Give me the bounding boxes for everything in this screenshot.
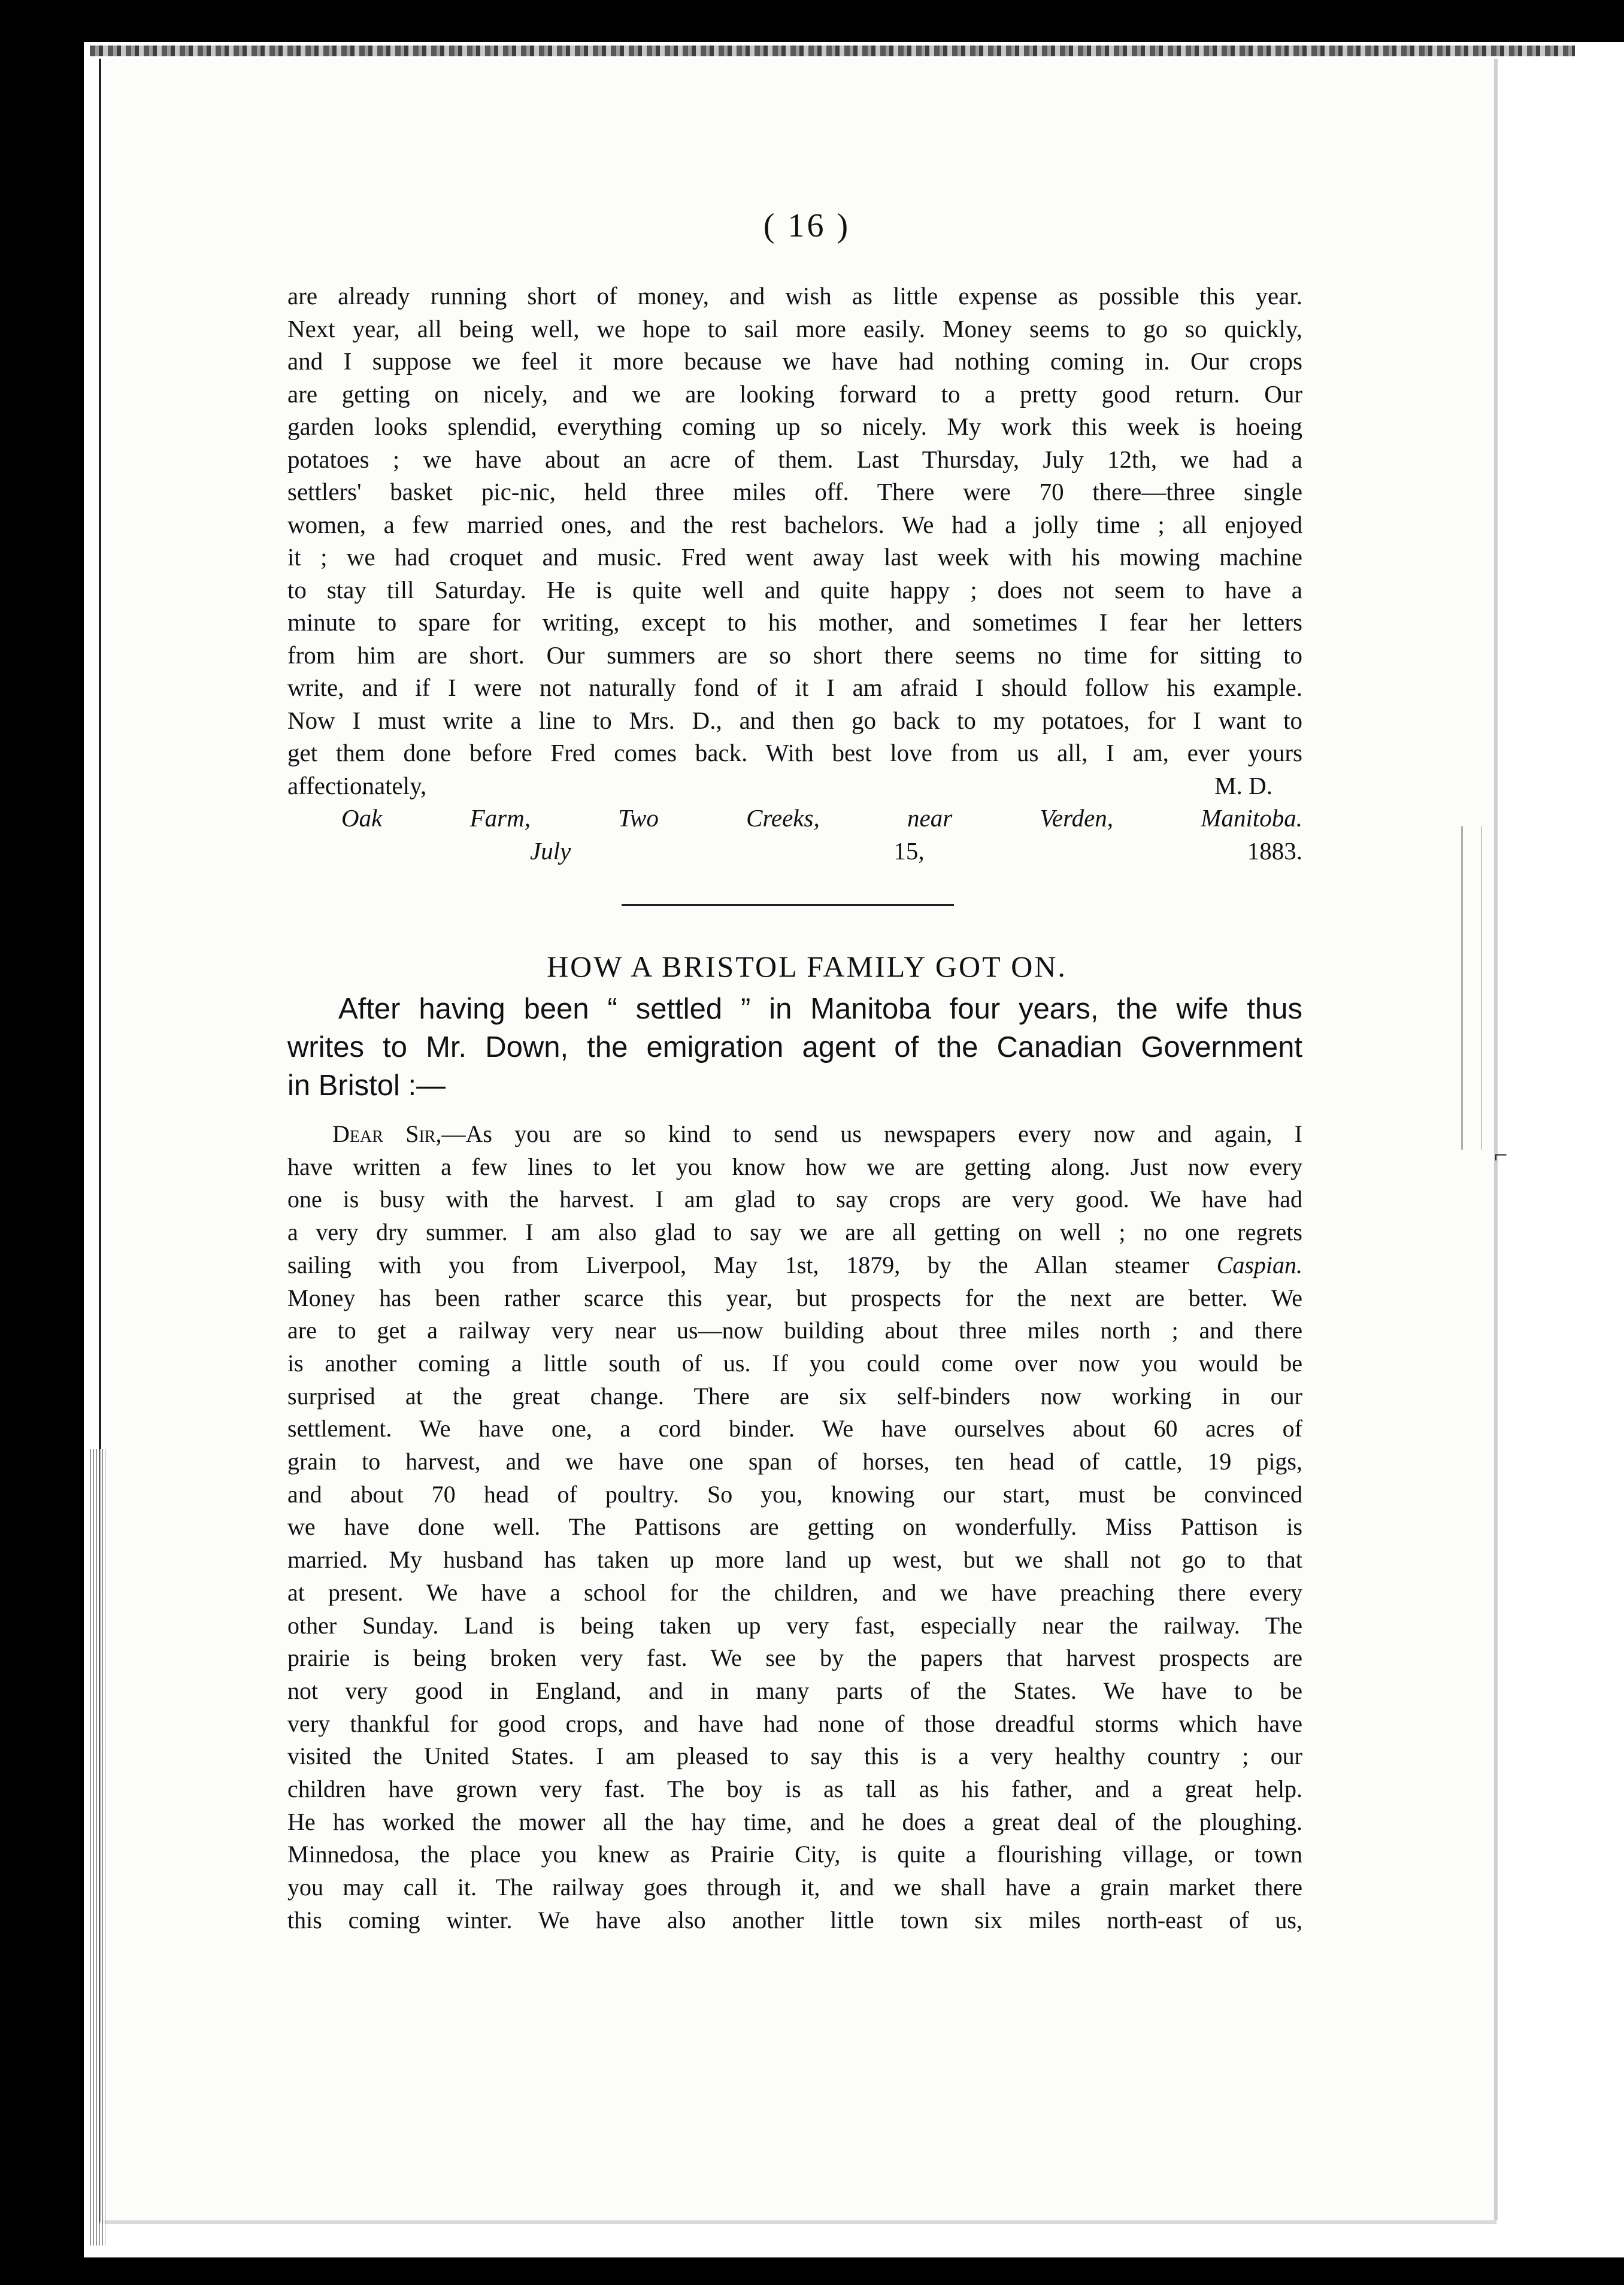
section-intro — [287, 990, 1302, 1105]
letter-one-line: get them done before Fred comes back. With best love from us all, I am, ever yours — [287, 739, 1302, 766]
letter-two-line: we have done well. The Pattisons are getting on wonderfully. Miss Pattison is — [287, 1513, 1302, 1541]
section-intro-line: writes to Mr. Down, the emigration agent of the Canadian Government — [287, 1031, 1302, 1063]
letter-two-line: settlement. We have one, a cord binder. We have ourselves about 60 acres of — [287, 1415, 1302, 1442]
section-intro-line: in Bristol :— — [287, 1069, 446, 1102]
letter-one-line: minute to spare for writing, except to his mother, and sometimes I fear her letters — [287, 608, 1302, 636]
letter-one — [287, 280, 1302, 867]
letter-one-line: potatoes ; we have about an acre of them. Last Thursday, July 12th, we had a — [287, 445, 1302, 473]
letter-one-line: to stay till Saturday. He is quite well and quite happy ; does not seem to have a — [287, 575, 1302, 604]
letter-one-line: it ; we had croquet and music. Fred went away last week with his mowing machine — [287, 543, 1302, 571]
letter-two-line: is another coming a little south of us. If you could come over now you would be — [287, 1349, 1302, 1377]
letter-one-line: are already running short of money, and wish as little expense as possible this year. — [287, 282, 1302, 310]
letter-two-first-line-text: —As you are so kind to send us newspapers every now and again, I — [441, 1120, 1302, 1147]
letter-one-line: Now I must write a line to Mrs. D., and then go back to my potatoes, for I want to — [287, 706, 1302, 734]
section-divider — [622, 904, 954, 906]
letter-one-line: Next year, all being well, we hope to sail more easily. Money seems to go so quickly, — [287, 314, 1302, 343]
letter-two-steamer-line — [287, 1249, 1302, 1282]
letter-two-line: prairie is being broken very fast. We see by the papers that harvest prospects are — [287, 1644, 1302, 1672]
letter-two-line: you may call it. The railway goes through it, and we shall have a grain market there — [287, 1874, 1302, 1901]
page-content — [287, 207, 1302, 1937]
letter-two-line: at present. We have a school for the children, and we have preaching there every — [287, 1578, 1302, 1606]
letter-two — [287, 1118, 1302, 1937]
letter-one-line: are getting on nicely, and we are looking forward to a pretty good return. Our — [287, 380, 1302, 408]
letter-two-line: children have grown very fast. The boy is as tall as his father, and a great help. — [287, 1775, 1302, 1803]
letter-two-line: not very good in England, and in many parts of the States. We have to be — [287, 1677, 1302, 1704]
letter-one-date-month: July — [530, 837, 571, 865]
letter-two-line: Minnedosa, the place you knew as Prairie City, is quite a flourishing village, or town — [287, 1841, 1302, 1868]
page-number: ( 16 ) — [763, 207, 851, 244]
letter-two-line: other Sunday. Land is being taken up very fast, especially near the railway. The — [287, 1611, 1302, 1639]
letter-two-line: have written a few lines to let you know how we are getting along. Just now every — [287, 1153, 1302, 1180]
letter-two-line: this coming winter. We have also another little town six miles north-east of us, — [287, 1906, 1302, 1934]
letter-one-date — [287, 835, 1302, 868]
facing-page — [1498, 59, 1624, 2220]
section-intro-line: After having been “ settled ” in Manitoba four years, the wife thus — [338, 993, 1302, 1025]
letter-one-closing-line — [287, 769, 1302, 802]
letter-two-steamer-name: Caspian. — [1216, 1251, 1303, 1278]
page-top-edge — [90, 46, 1575, 56]
letter-two-line: a very dry summer. I am also glad to say we are all getting on well ; no one regrets — [287, 1219, 1302, 1246]
letter-one-date-rest: 15, 1883. — [893, 837, 1303, 865]
letter-two-line: grain to harvest, and we have one span of horses, ten head of cattle, 19 pigs, — [287, 1448, 1302, 1475]
letter-two-line: Money has been rather scarce this year, but prospects for the next are better. We — [287, 1284, 1302, 1311]
letter-one-address: Oak Farm, Two Creeks, near Verden, Manitoba. — [341, 804, 1302, 832]
letter-two-line: visited the United States. I am pleased to say this is a very healthy country ; our — [287, 1742, 1302, 1770]
letter-one-closing: affectionately, — [287, 771, 427, 799]
letter-two-first-line — [287, 1118, 1302, 1151]
letter-one-line: garden looks splendid, everything coming up so nicely. My work this week is hoeing — [287, 413, 1302, 440]
letter-one-line: and I suppose we feel it more because we have had nothing coming in. Our crops — [287, 347, 1302, 375]
letter-one-line: from him are short. Our summers are so short there seems no time for sitting to — [287, 641, 1302, 669]
letter-one-line: write, and if I were not naturally fond of it I am afraid I should follow his example. — [287, 674, 1302, 701]
letter-one-line: women, a few married ones, and the rest bachelors. We had a jolly time ; all enjoyed — [287, 510, 1302, 538]
letter-two-line: very thankful for good crops, and have had none of those dreadful storms which have — [287, 1710, 1302, 1737]
letter-two-line: married. My husband has taken up more land up west, but we shall not go to that — [287, 1546, 1302, 1574]
letter-two-line: He has worked the mower all the hay time, and he does a great deal of the ploughing. — [287, 1808, 1302, 1835]
facing-page-marks — [1461, 826, 1482, 1150]
page-stack-edges — [90, 1449, 105, 2245]
facing-page-tick: ⌐ — [1494, 1141, 1508, 1168]
letter-one-line: settlers' basket pic-nic, held three miles off. There were 70 there—three single — [287, 478, 1302, 505]
letter-two-line: and about 70 head of poultry. So you, knowing our start, must be convinced — [287, 1480, 1302, 1508]
letter-two-salutation: Dear Sir, — [332, 1120, 442, 1147]
letter-two-steamer-text: sailing with you from Liverpool, May 1st, 1879, by the Allan steamer — [287, 1251, 1189, 1278]
letter-two-line: surprised at the great change. There are six self-binders now working in our — [287, 1382, 1302, 1410]
section-title: HOW A BRISTOL FAMILY GOT ON. — [547, 950, 1067, 983]
letter-one-signature: M. D. — [1214, 771, 1272, 799]
letter-two-line: are to get a railway very near us—now building about three miles north ; and there — [287, 1317, 1302, 1344]
letter-two-line: one is busy with the harvest. I am glad to say crops are very good. We have had — [287, 1186, 1302, 1213]
